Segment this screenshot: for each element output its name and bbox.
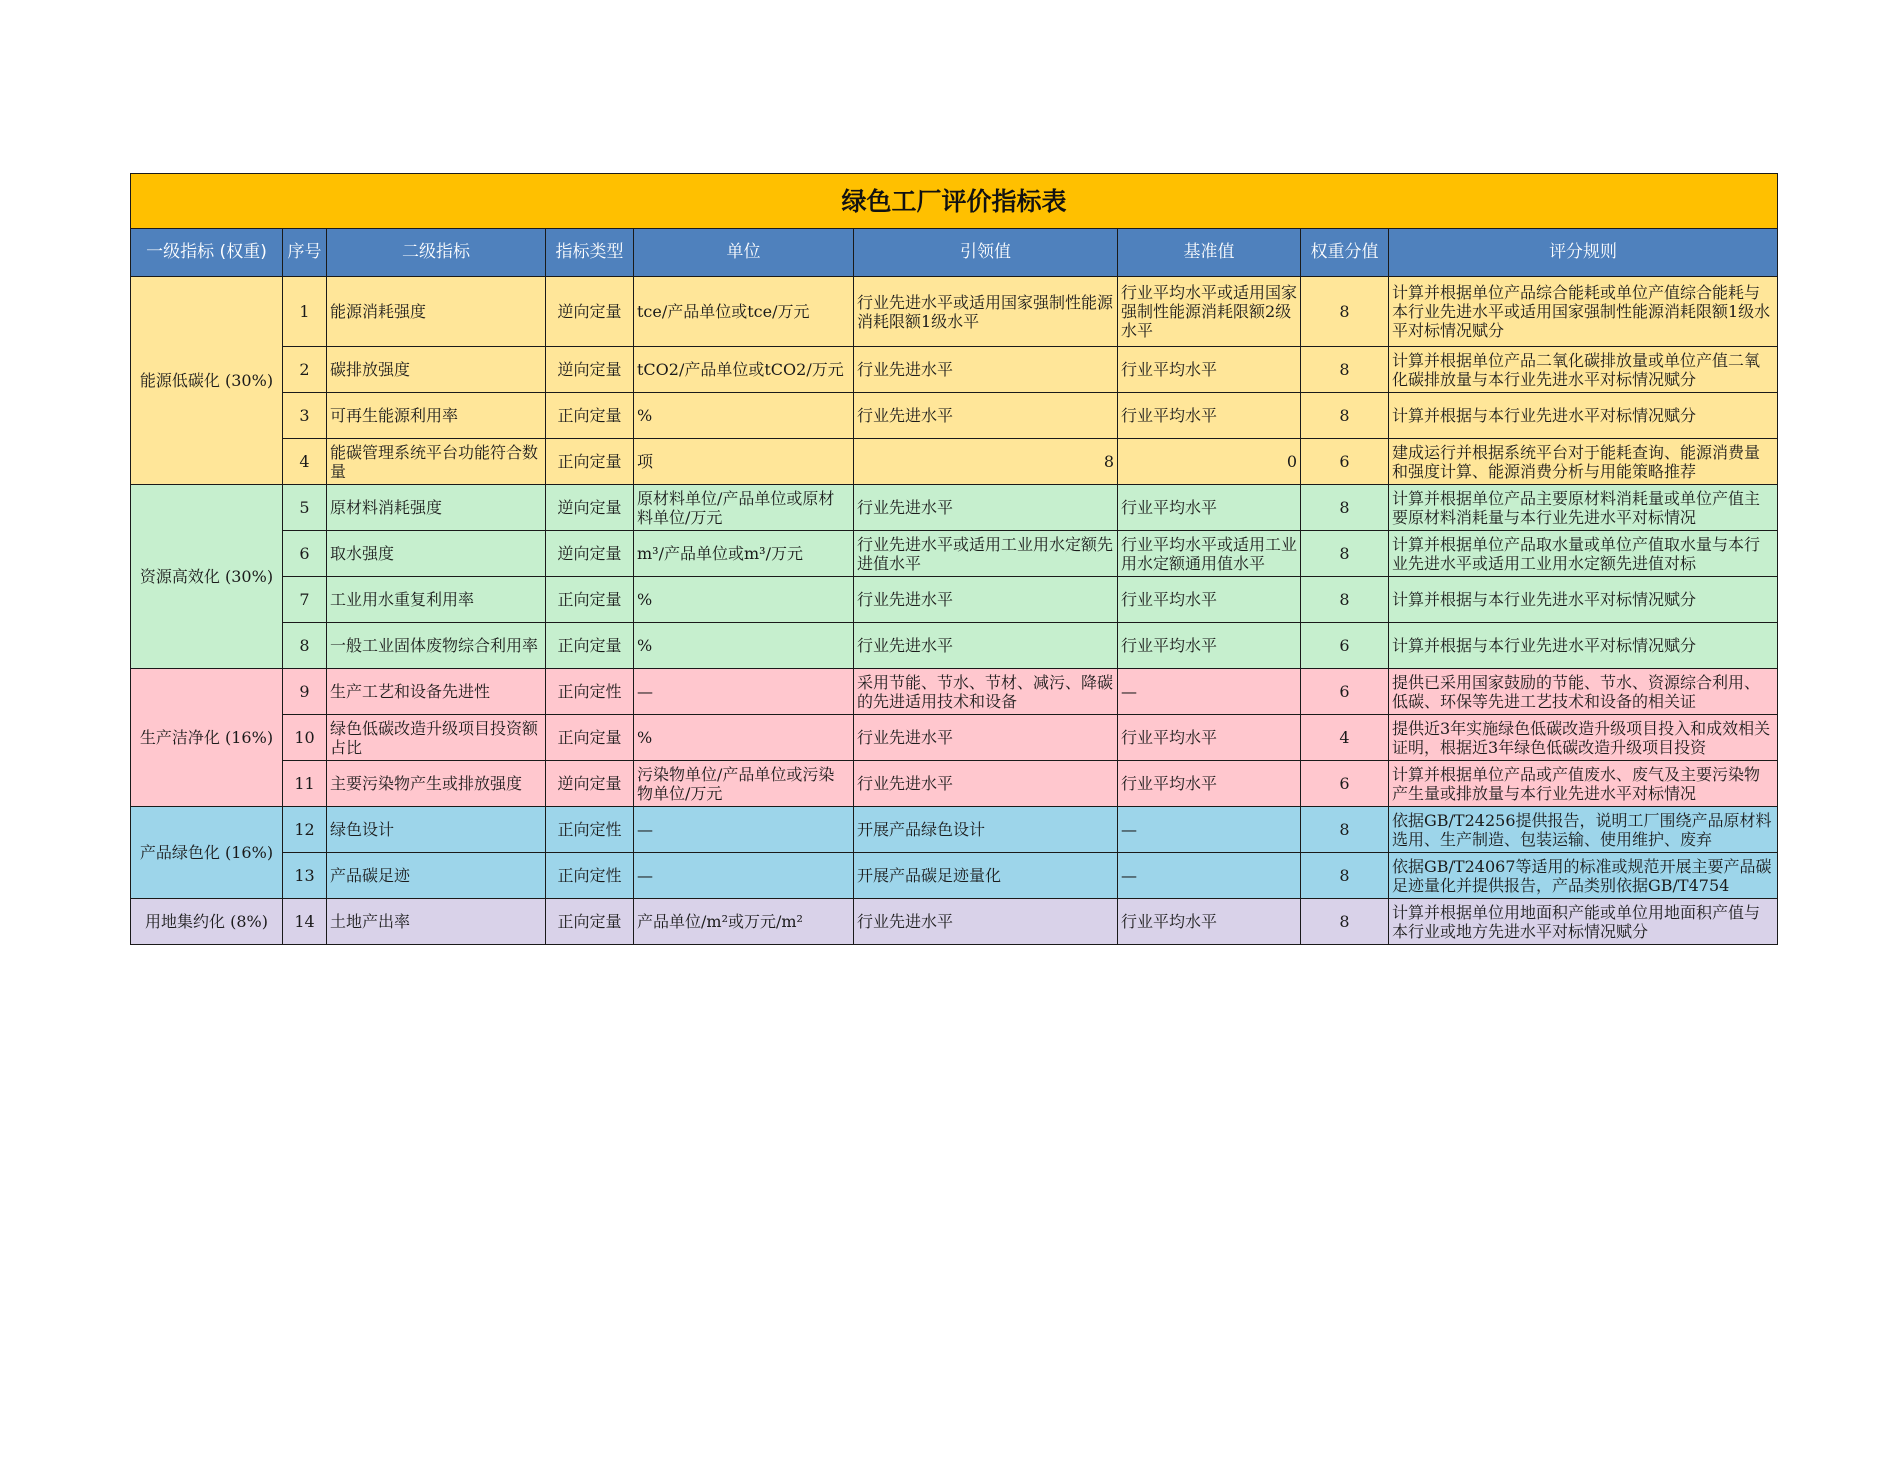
indicator-table [130,173,1778,945]
row-lead: 行业先进水平或适用国家强制性能源消耗限额1级水平 [854,277,1118,347]
row-unit: — [634,807,854,853]
row-lead: 行业先进水平 [854,347,1118,393]
row-indicator: 产品碳足迹 [327,853,546,899]
row-lead: 行业先进水平 [854,393,1118,439]
row-no: 6 [283,531,327,577]
row-score: 8 [1301,393,1389,439]
row-lead: 行业先进水平 [854,761,1118,807]
row-base: 行业平均水平或适用工业用水定额通用值水平 [1118,531,1301,577]
row-indicator: 工业用水重复利用率 [327,577,546,623]
row-score: 8 [1301,899,1389,945]
row-type: 逆向定量 [546,485,634,531]
header-base-value: 基准值 [1118,229,1301,277]
group-label-product: 产品绿色化 (16%) [131,807,283,899]
row-score: 8 [1301,485,1389,531]
header-secondary-indicator: 二级指标 [327,229,546,277]
row-unit: tCO2/产品单位或tCO2/万元 [634,347,854,393]
row-type: 逆向定量 [546,531,634,577]
row-rule: 计算并根据单位产品或产值废水、废气及主要污染物产生量或排放量与本行业先进水平对标情况 [1389,761,1778,807]
row-rule: 计算并根据与本行业先进水平对标情况赋分 [1389,393,1778,439]
row-score: 6 [1301,669,1389,715]
header-indicator-type: 指标类型 [546,229,634,277]
row-lead: 行业先进水平 [854,485,1118,531]
row-score: 8 [1301,347,1389,393]
table-row [131,807,1778,853]
row-rule: 计算并根据与本行业先进水平对标情况赋分 [1389,623,1778,669]
header-weight-score: 权重分值 [1301,229,1389,277]
row-unit: % [634,715,854,761]
row-type: 正向定量 [546,393,634,439]
group-label-land: 用地集约化 (8%) [131,899,283,945]
row-score: 8 [1301,577,1389,623]
row-indicator: 取水强度 [327,531,546,577]
row-indicator: 土地产出率 [327,899,546,945]
row-lead: 行业先进水平 [854,577,1118,623]
row-base: 行业平均水平 [1118,393,1301,439]
row-base: 行业平均水平 [1118,347,1301,393]
row-rule: 依据GB/T24067等适用的标准或规范开展主要产品碳足迹量化并提供报告，产品类别依据GB/T4754 [1389,853,1778,899]
row-lead: 行业先进水平 [854,899,1118,945]
row-rule: 计算并根据单位产品主要原材料消耗量或单位产值主要原材料消耗量与本行业先进水平对标情况 [1389,485,1778,531]
row-base: — [1118,669,1301,715]
row-rule: 计算并根据单位产品取水量或单位产值取水量与本行业先进水平或适用工业用水定额先进值对标 [1389,531,1778,577]
row-indicator: 主要污染物产生或排放强度 [327,761,546,807]
row-indicator: 生产工艺和设备先进性 [327,669,546,715]
row-type: 正向定量 [546,577,634,623]
row-rule: 计算并根据单位产品二氧化碳排放量或单位产值二氧化碳排放量与本行业先进水平对标情况赋分 [1389,347,1778,393]
row-indicator: 可再生能源利用率 [327,393,546,439]
table-row [131,899,1778,945]
row-no: 4 [283,439,327,485]
row-type: 正向定量 [546,439,634,485]
row-base: 行业平均水平 [1118,623,1301,669]
row-score: 6 [1301,439,1389,485]
row-base: 0 [1118,439,1301,485]
row-no: 14 [283,899,327,945]
row-indicator: 碳排放强度 [327,347,546,393]
row-rule: 计算并根据与本行业先进水平对标情况赋分 [1389,577,1778,623]
row-no: 2 [283,347,327,393]
row-indicator: 绿色低碳改造升级项目投资额占比 [327,715,546,761]
row-lead: 行业先进水平 [854,715,1118,761]
header-serial-no: 序号 [283,229,327,277]
row-base: 行业平均水平 [1118,899,1301,945]
table-row [131,393,1778,439]
table-row [131,761,1778,807]
row-lead: 行业先进水平 [854,623,1118,669]
row-unit: — [634,853,854,899]
row-unit: 项 [634,439,854,485]
row-score: 8 [1301,807,1389,853]
row-type: 逆向定量 [546,277,634,347]
row-indicator: 一般工业固体废物综合利用率 [327,623,546,669]
row-lead: 开展产品碳足迹量化 [854,853,1118,899]
row-unit: % [634,623,854,669]
group-label-resource: 资源高效化 (30%) [131,485,283,669]
table-row [131,623,1778,669]
row-base: 行业平均水平 [1118,715,1301,761]
row-score: 8 [1301,531,1389,577]
row-score: 6 [1301,623,1389,669]
row-base: 行业平均水平 [1118,577,1301,623]
table-row [131,577,1778,623]
row-no: 9 [283,669,327,715]
table-row [131,347,1778,393]
row-base: — [1118,853,1301,899]
row-type: 逆向定量 [546,347,634,393]
row-unit: % [634,577,854,623]
row-rule: 计算并根据单位用地面积产能或单位用地面积产值与本行业或地方先进水平对标情况赋分 [1389,899,1778,945]
row-no: 8 [283,623,327,669]
row-no: 1 [283,277,327,347]
row-unit: 原材料单位/产品单位或原材料单位/万元 [634,485,854,531]
row-type: 正向定性 [546,669,634,715]
row-no: 5 [283,485,327,531]
row-indicator: 能源消耗强度 [327,277,546,347]
row-unit: 产品单位/m²或万元/m² [634,899,854,945]
row-rule: 计算并根据单位产品综合能耗或单位产值综合能耗与本行业先进水平或适用国家强制性能源消耗限额1级水平对标情况赋分 [1389,277,1778,347]
row-base: 行业平均水平 [1118,761,1301,807]
table-title: 绿色工厂评价指标表 [131,174,1778,229]
row-type: 正向定性 [546,807,634,853]
row-lead: 8 [854,439,1118,485]
header-scoring-rule: 评分规则 [1389,229,1778,277]
row-score: 8 [1301,277,1389,347]
row-score: 4 [1301,715,1389,761]
row-unit: % [634,393,854,439]
table-row [131,853,1778,899]
row-rule: 提供近3年实施绿色低碳改造升级项目投入和成效相关证明，根据近3年绿色低碳改造升级项目投资 [1389,715,1778,761]
row-rule: 建成运行并根据系统平台对于能耗查询、能源消费量和强度计算、能源消费分析与用能策略推荐 [1389,439,1778,485]
row-base: — [1118,807,1301,853]
row-score: 8 [1301,853,1389,899]
row-no: 11 [283,761,327,807]
row-unit: tce/产品单位或tce/万元 [634,277,854,347]
row-rule: 依据GB/T24256提供报告，说明工厂围绕产品原材料选用、生产制造、包装运输、使用维护、废弃 [1389,807,1778,853]
table-row [131,669,1778,715]
row-lead: 采用节能、节水、节材、减污、降碳的先进适用技术和设备 [854,669,1118,715]
row-indicator: 原材料消耗强度 [327,485,546,531]
group-label-clean: 生产洁净化 (16%) [131,669,283,807]
row-no: 3 [283,393,327,439]
row-rule: 提供已采用国家鼓励的节能、节水、资源综合利用、低碳、环保等先进工艺技术和设备的相关证 [1389,669,1778,715]
row-base: 行业平均水平或适用国家强制性能源消耗限额2级水平 [1118,277,1301,347]
row-indicator: 能碳管理系统平台功能符合数量 [327,439,546,485]
row-score: 6 [1301,761,1389,807]
row-type: 正向定量 [546,715,634,761]
row-unit: m³/产品单位或m³/万元 [634,531,854,577]
row-no: 12 [283,807,327,853]
row-indicator: 绿色设计 [327,807,546,853]
row-type: 逆向定量 [546,761,634,807]
row-unit: — [634,669,854,715]
table-row [131,485,1778,531]
table-row [131,439,1778,485]
table-row [131,277,1778,347]
row-type: 正向定量 [546,899,634,945]
row-type: 正向定性 [546,853,634,899]
row-no: 10 [283,715,327,761]
row-no: 13 [283,853,327,899]
header-unit: 单位 [634,229,854,277]
row-lead: 行业先进水平或适用工业用水定额先进值水平 [854,531,1118,577]
row-base: 行业平均水平 [1118,485,1301,531]
row-unit: 污染物单位/产品单位或污染物单位/万元 [634,761,854,807]
table-row [131,531,1778,577]
header-primary-indicator: 一级指标 (权重) [131,229,283,277]
group-label-energy: 能源低碳化 (30%) [131,277,283,485]
row-type: 正向定量 [546,623,634,669]
table-row [131,715,1778,761]
header-lead-value: 引领值 [854,229,1118,277]
row-lead: 开展产品绿色设计 [854,807,1118,853]
row-no: 7 [283,577,327,623]
